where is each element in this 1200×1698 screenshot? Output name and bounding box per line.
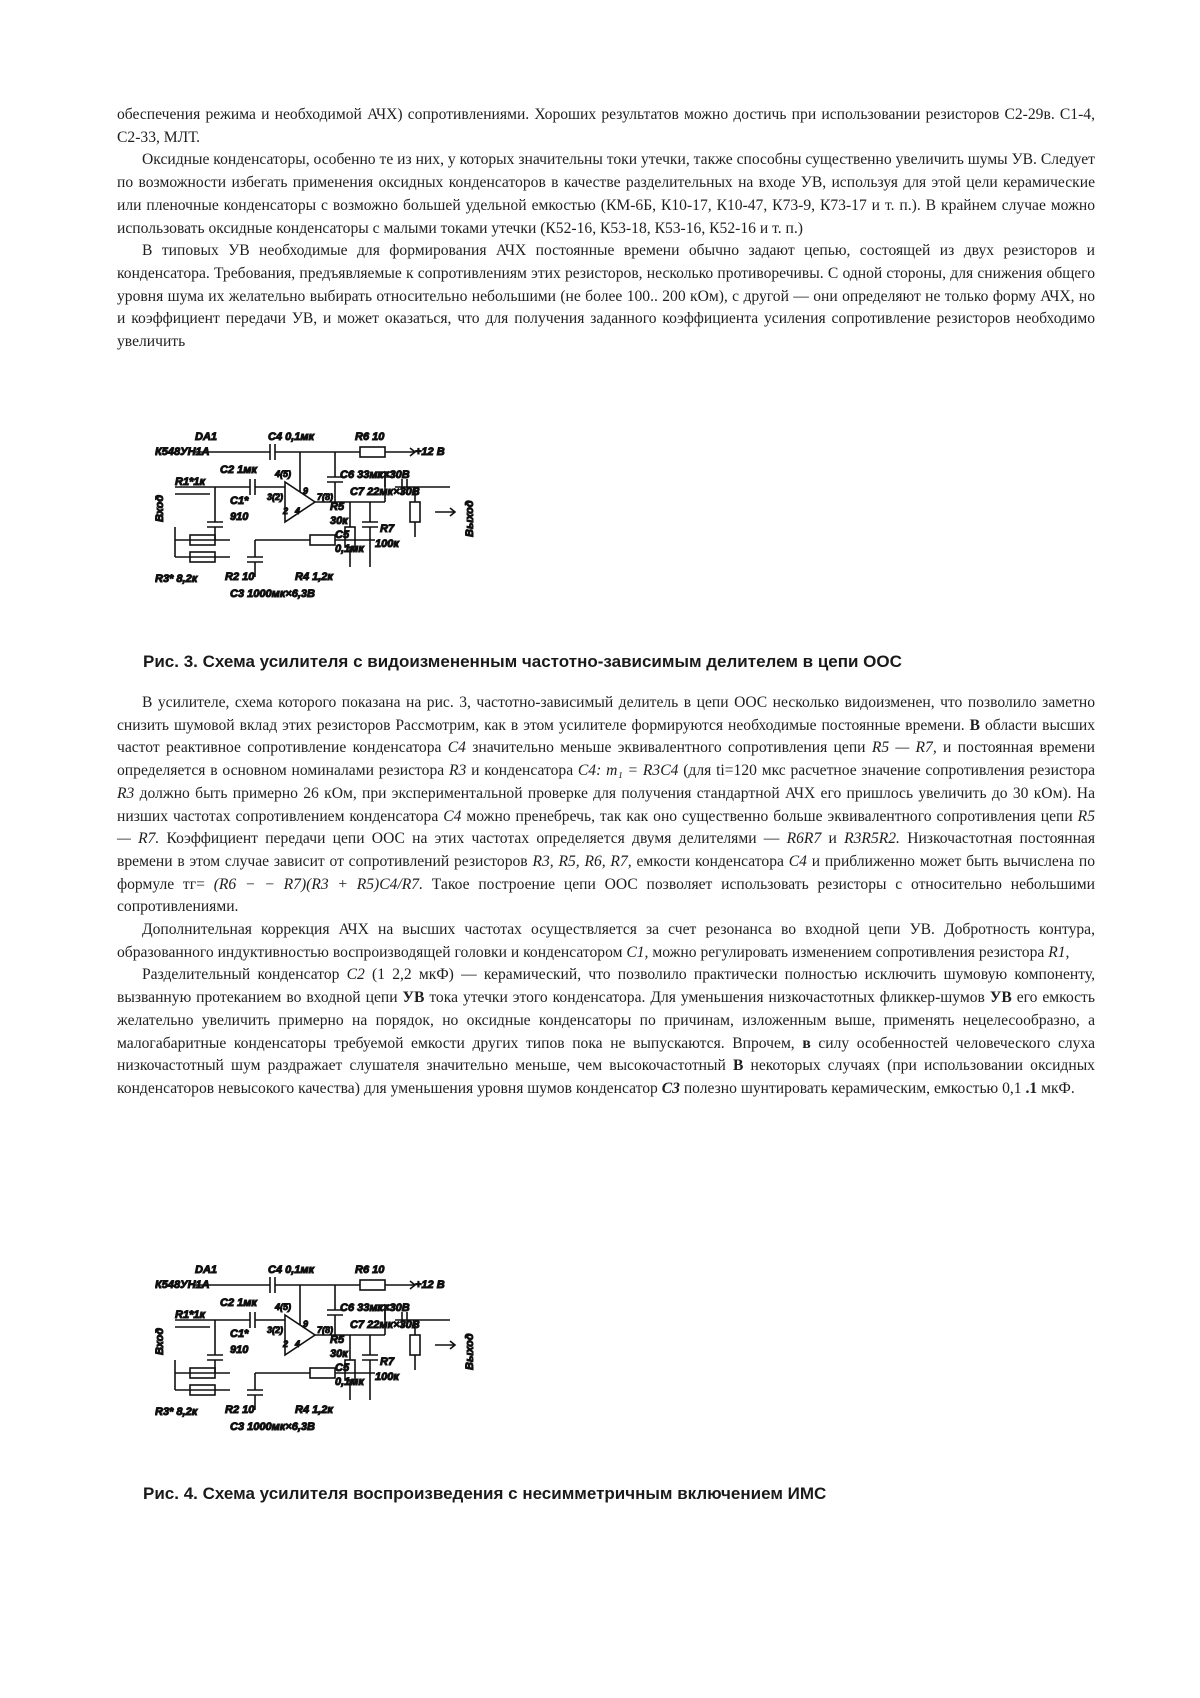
label-c4: С4 0,1мк — [268, 1265, 316, 1276]
text-span: силу особенностей человеческого слуха низкочастотный шум раздражает слушателя значительно меньше, чем высокочастотный — [117, 1035, 1095, 1075]
text-block-2 — [117, 692, 1095, 1101]
label-r2: R2 10 — [225, 1404, 255, 1416]
label-c7: С7 22мк×30В — [350, 1319, 420, 1331]
label-c7: С7 22мк×30В — [350, 486, 420, 498]
label-c1-value: 910 — [230, 511, 249, 523]
text-span: Разделительный конденсатор — [142, 966, 339, 983]
text-span: В — [970, 717, 980, 734]
text-span: R3 — [117, 785, 134, 802]
text-span: Коэффициент передачи цепи ООС на этих частотах определяется двумя делителями — — [167, 830, 780, 847]
label-r5: R5 — [330, 1334, 345, 1346]
label-pin-7-8: 7(8) — [317, 492, 333, 502]
text-span: R5 — R7, — [872, 739, 937, 756]
label-r3: R3* 8,2к — [155, 1406, 199, 1418]
paragraph: В типовых УВ необходимые для формирования АЧХ постоянные времени обычно задают цепью, состоящей из двух резисторов и конденсатора. Требования, предъявляемые к сопротивлениям этих резисторов, несколько противоречивы. С одной стороны, для снижения общего уровня шума их желательно выбирать относительно небольшими (не более 100.. 200 кОм), с другой — они определяют не только форму АЧХ, но и коэффициент передачи УВ, и может оказаться, что для получения заданного коэффициента усиления сопротивление резисторов необходимо увеличить — [117, 240, 1095, 354]
text-span: и конденсатора — [471, 762, 573, 779]
text-span: УВ — [990, 989, 1012, 1006]
text-span: R6R7 — [787, 830, 822, 847]
text-span: должно быть примерно 26 кОм, при экспериментальной проверке для получения стандартной АЧХ его пришлось увеличить до 30 кОм). На низших частотах сопротивлением конденсатора — [117, 785, 1095, 825]
label-supply: +12 В — [415, 446, 445, 458]
text-span: С4 — [443, 808, 461, 825]
text-span: и приближенно может быть вычислена по формуле тг= — [117, 853, 1095, 893]
label-c3: С3 1000мк×6,3В — [230, 588, 315, 600]
document-page — [0, 0, 1200, 1698]
text-span: С1, — [626, 944, 648, 961]
label-input: Вход — [155, 495, 166, 522]
label-pin-7-8: 7(8) — [317, 1325, 333, 1335]
paragraph — [117, 964, 1095, 1100]
label-c5: С5 — [335, 1362, 350, 1374]
label-output: Выход — [464, 500, 476, 537]
text-span: R5 — R7. — [117, 808, 1095, 848]
label-c4: С4 0,1мк — [268, 432, 316, 443]
text-span: .1 — [1026, 1080, 1038, 1097]
label-c1: С1* — [230, 495, 249, 507]
text-block-1 — [117, 104, 1095, 354]
text-span: С2 — [347, 966, 365, 983]
text-span: Низкочастотная постоянная времени в этом случае зависит от сопротивлений резисторов — [117, 830, 1095, 870]
label-r6: R6 10 — [355, 1265, 385, 1276]
label-c5-value: 0,1мк — [335, 1376, 365, 1388]
label-r4: R4 1,2к — [295, 1404, 334, 1416]
text-span: полезно шунтировать керамическим, емкостью 0,1 — [684, 1080, 1022, 1097]
paragraph — [117, 919, 1095, 964]
text-span: в — [802, 1035, 810, 1052]
label-da1: DA1 — [195, 432, 217, 443]
text-span: С3 — [662, 1080, 680, 1097]
label-pin-4-5: 4(5) — [274, 469, 291, 479]
label-input: Вход — [155, 1328, 166, 1355]
label-c3: С3 1000мк×6,3В — [230, 1421, 315, 1433]
label-r7: R7 — [380, 1356, 395, 1368]
text-span: В усилителе, схема которого показана на рис. 3, частотно-зависимый делитель в цепи ООС несколько видоизменен, что позволило заметно снизить шумовой вклад этих резисторов Рассмотрим, как в этом усилителе формируются необходимые постоянные времени. — [117, 694, 1095, 734]
text-span: (для ti=120 мкс расчетное значение сопротивления резистора — [683, 762, 1095, 779]
label-c1: С1* — [230, 1328, 249, 1340]
text-span: С4 — [448, 739, 466, 756]
text-span: Такое построение цепи ООС позволяет использовать резисторы с относительно небольшими сопротивлениями. — [117, 876, 1095, 916]
label-r7-value: 100к — [375, 1371, 400, 1383]
label-c2: С2 1мк — [220, 464, 258, 476]
figure-3-schematic — [155, 432, 485, 600]
label-pin-4-5: 4(5) — [274, 1302, 291, 1312]
label-r1: R1*1к — [175, 1309, 206, 1321]
label-c2: С2 1мк — [220, 1297, 258, 1309]
text-span: В — [733, 1057, 743, 1074]
label-pin-9: 9 — [303, 486, 308, 496]
text-span: емкости конденсатора — [636, 853, 784, 870]
label-chip-type: К548УН1А — [155, 1279, 210, 1291]
label-da1: DA1 — [195, 1265, 217, 1276]
text-span: R1, — [1048, 944, 1069, 961]
text-span: его емкость желательно увеличить примерно на порядок, но оксидные конденсаторы по причинам, изложенным выше, применять нецелесообразно, а малогабаритные конденсаторы требуемой емкости других типов пока не выпускаются. Впрочем, — [117, 989, 1095, 1051]
text-span: мкФ. — [1041, 1080, 1075, 1097]
label-r5-value: 30к — [330, 1348, 349, 1360]
label-r6: R6 10 — [355, 432, 385, 443]
label-chip-type: К548УН1А — [155, 446, 210, 458]
label-c6: С6 33мк×30В — [340, 1302, 410, 1314]
text-span: можно пренебречь, так как оно существенно больше эквивалентного сопротивления цепи — [466, 808, 1072, 825]
label-c1-value: 910 — [230, 1344, 249, 1356]
text-span: некоторых случаях (при использовании оксидных конденсаторов невысокого качества) для уменьшения уровня шумов конденсатор — [117, 1057, 1095, 1097]
label-supply: +12 В — [415, 1279, 445, 1291]
figure-3-caption: Рис. 3. Схема усилителя с видоизмененным частотно-зависимым делителем в цепи ООС — [143, 652, 902, 672]
label-r1: R1*1к — [175, 476, 206, 488]
figure-4-schematic — [155, 1265, 485, 1433]
label-r7-value: 100к — [375, 538, 400, 550]
text-span: тока утечки этого конденсатора. Для уменьшения низкочастотных фликкер-шумов — [429, 989, 985, 1006]
paragraph: Оксидные конденсаторы, особенно те из них, у которых значительны токи утечки, также способны существенно увеличить шумы УВ. Следует по возможности избегать применения оксидных конденсаторов в качестве разделительных на входе УВ, используя для этой цели керамические или пленочные конденсаторы с возможно большей удельной емкостью (КМ-6Б, К10-17, К10-47, К73-9, К73-17 и т. п.). В крайнем случае можно использовать оксидные конденсаторы с малыми токами утечки (К52-16, К53-18, К53-16, К52-16 и т. п.) — [117, 149, 1095, 240]
label-pin-2: 2 — [282, 1339, 288, 1349]
text-span: С4 — [789, 853, 807, 870]
label-r3: R3* 8,2к — [155, 573, 199, 585]
label-r5: R5 — [330, 501, 345, 513]
text-span: R3R5R2. — [844, 830, 900, 847]
paragraph: обеспечения режима и необходимой АЧХ) сопротивлениями. Хороших результатов можно достичь при использовании резисторов С2-29в. С1-4, С2-33, МЛТ. — [117, 104, 1095, 149]
text-span: и постоянная времени определяется в основном номиналами резистора — [117, 739, 1095, 779]
figure-4-caption: Рис. 4. Схема усилителя воспроизведения с несимметричным включением ИМС — [143, 1484, 826, 1504]
text-span: значительно меньше эквивалентного сопротивления цепи — [472, 739, 865, 756]
text-span: (1 2,2 мкФ) — керамический, что позволило практически полностью исключить шумовую компоненту, вызванную протеканием во входной цепи — [117, 966, 1095, 1006]
label-pin-2: 2 — [282, 506, 288, 516]
label-c5-value: 0,1мк — [335, 543, 365, 555]
text-span: Дополнительная коррекция АЧХ на высших частотах осуществляется за счет резонанса во входной цепи УВ. Добротность контура, образованного индуктивностью воспроизводящей головки и конденсатором — [117, 921, 1095, 961]
label-r4: R4 1,2к — [295, 571, 334, 583]
label-r5-value: 30к — [330, 515, 349, 527]
label-r2: R2 10 — [225, 571, 255, 583]
text-span: С4: т₁ = R3С4 — [578, 762, 679, 779]
text-span: области высших частот реактивное сопротивление конденсатора — [117, 717, 1095, 757]
text-span: УВ — [403, 989, 425, 1006]
label-r7: R7 — [380, 523, 395, 535]
text-span: (R6 − − R7)(R3 + R5)С4/R7. — [214, 876, 423, 893]
text-span: и — [829, 830, 837, 847]
label-c5: С5 — [335, 529, 350, 541]
label-pin-4: 4 — [294, 1339, 300, 1349]
label-pin-3-2: 3(2) — [267, 492, 283, 502]
label-pin-9: 9 — [303, 1319, 308, 1329]
text-span: R3 — [449, 762, 466, 779]
text-span: R3, R5, R6, R7, — [532, 853, 631, 870]
label-c6: С6 33мк×30В — [340, 469, 410, 481]
text-span: можно регулировать изменением сопротивления резистора — [652, 944, 1044, 961]
label-output: Выход — [464, 1333, 476, 1370]
label-pin-3-2: 3(2) — [267, 1325, 283, 1335]
paragraph — [117, 692, 1095, 919]
label-pin-4: 4 — [294, 506, 300, 516]
